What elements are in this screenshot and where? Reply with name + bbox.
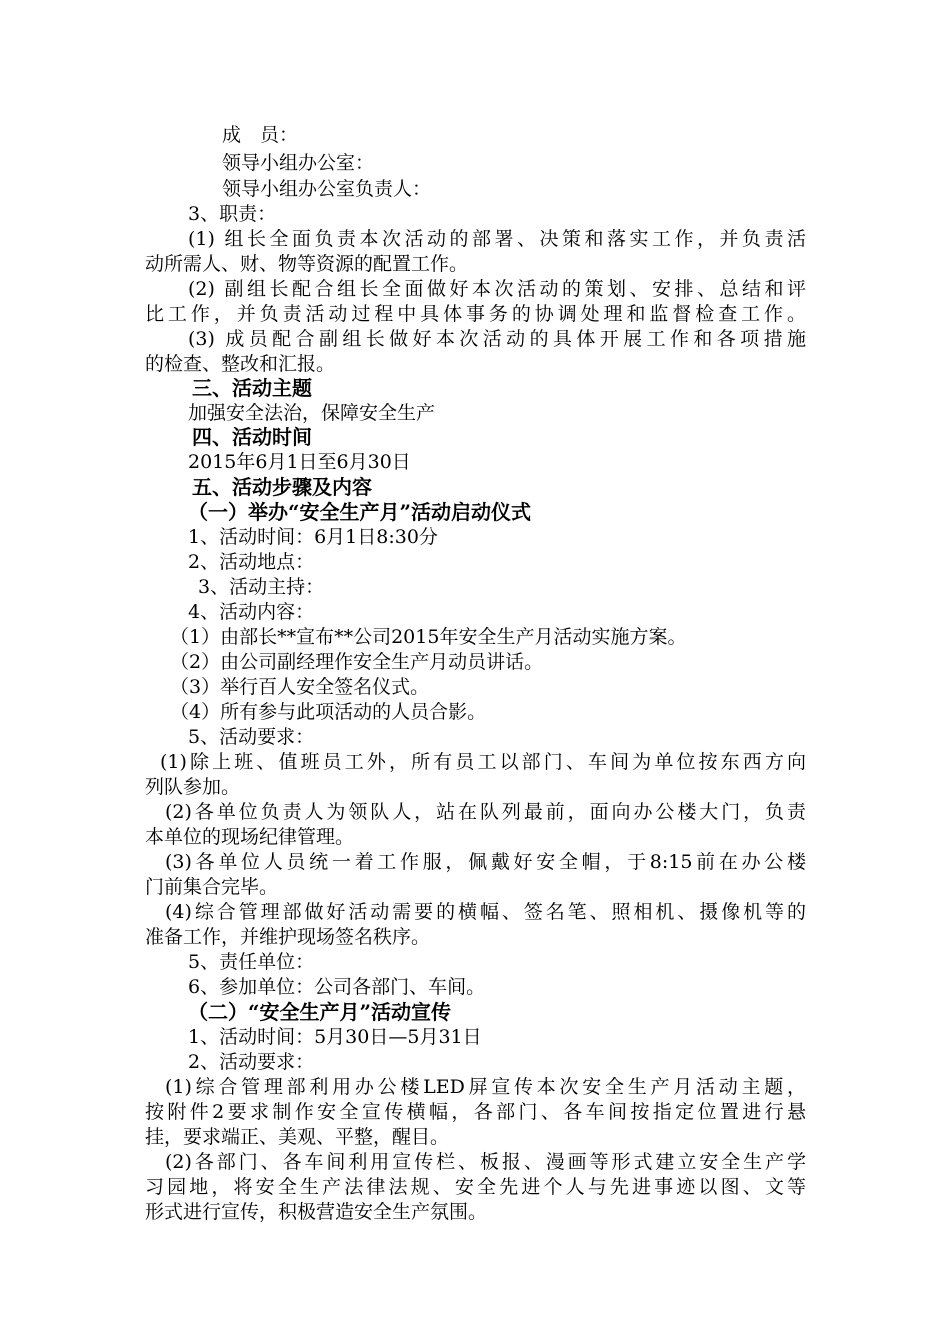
text-line: 挂，要求端正、美观、平整，醒目。 (145, 1126, 450, 1148)
text-line: 本单位的现场纪律管理。 (145, 826, 355, 848)
text-line: (3) 成员配合副组长做好本次活动的具体开展工作和各项措施 (188, 328, 806, 350)
text-line: 领导小组办公室： (222, 152, 375, 174)
text-line: 习园地，将安全生产法律法规、安全先进个人与先进事迹以图、文等 (145, 1176, 806, 1198)
section-heading: 五、活动步骤及内容 (192, 475, 372, 499)
text-line: 的检查、整改和汇报。 (145, 353, 336, 375)
text-line: 按附件2要求制作安全宣传横幅，各部门、各车间按指定位置进行悬 (145, 1101, 806, 1123)
text-line: 成 员： (222, 124, 299, 146)
text-line: 列队参加。 (145, 776, 241, 798)
text-line: 动所需人、财、物等资源的配置工作。 (145, 253, 469, 275)
text-line: （3）举行百人安全签名仪式。 (170, 676, 430, 698)
text-line: 准备工作，并维护现场签名秩序。 (145, 926, 431, 948)
text-line: 加强安全法治，保障安全生产 (188, 402, 436, 424)
text-line: 1、活动时间：5月30日—5月31日 (188, 1026, 482, 1048)
text-line: 比工作，并负责活动过程中具体事务的协调处理和监督检查工作。 (145, 303, 806, 325)
text-line: (4)综合管理部做好活动需要的横幅、签名笔、照相机、摄像机等的 (165, 901, 806, 923)
text-line: （4）所有参与此项活动的人员合影。 (170, 701, 487, 723)
text-line: (3)各单位人员统一着工作服，佩戴好安全帽，于8:15前在办公楼 (165, 851, 806, 873)
section-heading: 四、活动时间 (192, 425, 312, 449)
text-line: 1、活动时间：6月1日8:30分 (188, 526, 438, 548)
text-line: 领导小组办公室负责人： (222, 178, 432, 200)
subsection-heading: （二）“安全生产月”活动宣传 (188, 1000, 452, 1024)
text-line: 门前集合完毕。 (145, 876, 279, 898)
text-line: (2) 副组长配合组长全面做好本次活动的策划、安排、总结和评 (188, 278, 806, 300)
text-line: (2)各单位负责人为领队人，站在队列最前，面向办公楼大门，负责 (165, 801, 806, 823)
text-line: (1) 组长全面负责本次活动的部署、决策和落实工作，并负责活 (188, 228, 806, 250)
text-line: (2)各部门、各车间利用宣传栏、板报、漫画等形式建立安全生产学 (165, 1151, 806, 1173)
text-line: 形式进行宣传，积极营造安全生产氛围。 (145, 1201, 488, 1223)
text-line: (1)除上班、值班员工外，所有员工以部门、车间为单位按东西方向 (160, 751, 806, 773)
text-line: 3、职责： (188, 203, 277, 225)
text-line: 6、参加单位：公司各部门、车间。 (188, 976, 486, 998)
subsection-heading: （一）举办“安全生产月”活动启动仪式 (188, 500, 532, 524)
text-line: （2）由公司副经理作安全生产月动员讲话。 (170, 651, 544, 673)
section-heading: 三、活动主题 (192, 376, 312, 400)
text-line: 5、责任单位： (188, 951, 315, 973)
text-line: 2015年6月1日至6月30日 (188, 451, 411, 473)
text-line: 2、活动要求： (188, 1051, 315, 1073)
text-line: （1）由部长**宣布**公司2015年安全生产月活动实施方案。 (170, 626, 687, 648)
text-line: (1)综合管理部利用办公楼LED屏宣传本次安全生产月活动主题， (165, 1076, 806, 1098)
text-line: 3、活动主持： (198, 576, 325, 598)
text-line: 4、活动内容： (188, 601, 315, 623)
text-line: 2、活动地点： (188, 551, 315, 573)
text-line: 5、活动要求： (188, 726, 315, 748)
